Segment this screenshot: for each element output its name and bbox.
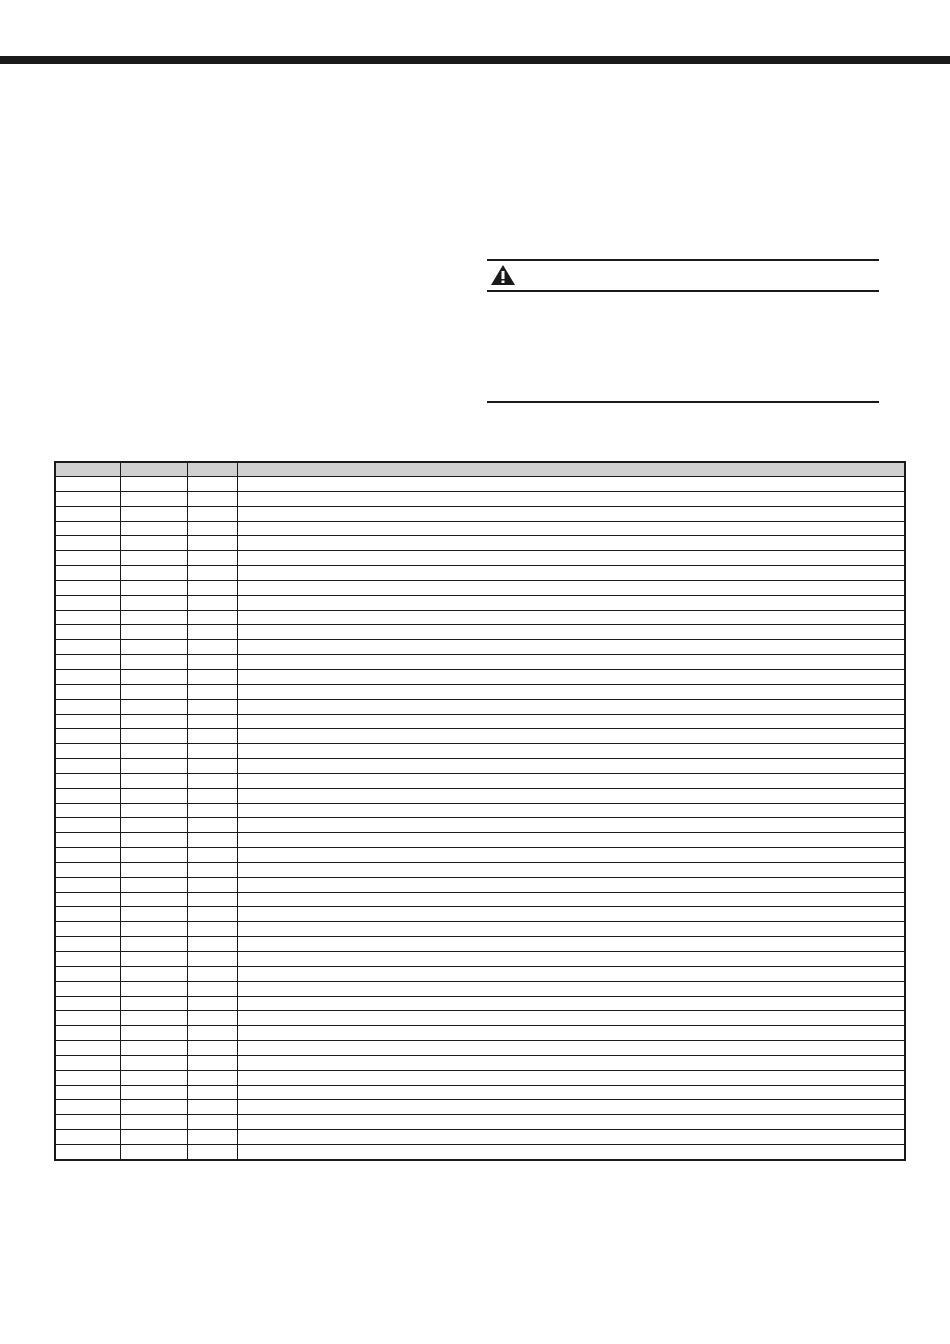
table-row	[55, 966, 905, 981]
table-cell	[55, 655, 120, 670]
table-row	[55, 655, 905, 670]
table-cell	[120, 818, 187, 833]
table-cell	[237, 1055, 905, 1070]
table-cell	[237, 937, 905, 952]
table-row	[55, 699, 905, 714]
table-cell	[187, 818, 237, 833]
parts-table	[54, 461, 906, 1161]
table-cell	[187, 684, 237, 699]
table-cell	[187, 655, 237, 670]
table-header-cell	[187, 462, 237, 477]
table-row	[55, 640, 905, 655]
table-cell	[120, 922, 187, 937]
table-cell	[120, 566, 187, 581]
table-cell	[187, 877, 237, 892]
table-row	[55, 1115, 905, 1130]
table-cell	[237, 818, 905, 833]
table-cell	[120, 862, 187, 877]
table-cell	[237, 922, 905, 937]
table-cell	[55, 981, 120, 996]
table-cell	[120, 1026, 187, 1041]
table-row	[55, 684, 905, 699]
table-cell	[237, 803, 905, 818]
table-cell	[187, 625, 237, 640]
table-cell	[55, 788, 120, 803]
table-cell	[55, 759, 120, 774]
table-cell	[187, 610, 237, 625]
table-cell	[55, 1130, 120, 1145]
table-cell	[187, 699, 237, 714]
table-row	[55, 892, 905, 907]
table-cell	[120, 788, 187, 803]
table-row	[55, 922, 905, 937]
table-cell	[55, 937, 120, 952]
table-cell	[120, 521, 187, 536]
warning-bottom-rule	[487, 401, 879, 403]
table-row	[55, 1130, 905, 1145]
table-cell	[120, 684, 187, 699]
table-cell	[187, 848, 237, 863]
table-row	[55, 818, 905, 833]
table-row	[55, 491, 905, 506]
table-cell	[187, 714, 237, 729]
table-row	[55, 1011, 905, 1026]
table-row	[55, 833, 905, 848]
table-cell	[187, 1011, 237, 1026]
table-cell	[187, 773, 237, 788]
header-rule	[0, 56, 950, 64]
table-cell	[187, 833, 237, 848]
table-cell	[120, 655, 187, 670]
table-row	[55, 907, 905, 922]
table-cell	[55, 536, 120, 551]
table-cell	[237, 1085, 905, 1100]
table-cell	[120, 506, 187, 521]
warning-top-rule	[487, 259, 879, 261]
table-row	[55, 1041, 905, 1056]
table-cell	[120, 833, 187, 848]
table-cell	[237, 1115, 905, 1130]
table-cell	[120, 477, 187, 492]
table-cell	[120, 714, 187, 729]
table-cell	[120, 952, 187, 967]
table-cell	[237, 1100, 905, 1115]
table-cell	[55, 729, 120, 744]
table-row	[55, 729, 905, 744]
table-cell	[55, 996, 120, 1011]
table-cell	[55, 566, 120, 581]
table-cell	[120, 803, 187, 818]
table-cell	[187, 922, 237, 937]
table-cell	[187, 892, 237, 907]
table-cell	[237, 536, 905, 551]
table-cell	[55, 744, 120, 759]
table-cell	[187, 1115, 237, 1130]
table-cell	[55, 610, 120, 625]
table-row	[55, 714, 905, 729]
table-cell	[55, 773, 120, 788]
table-cell	[187, 1026, 237, 1041]
table-cell	[55, 892, 120, 907]
table-header-row	[55, 462, 905, 477]
table-cell	[55, 491, 120, 506]
table-cell	[187, 640, 237, 655]
table-cell	[237, 1144, 905, 1159]
table-cell	[237, 907, 905, 922]
table-cell	[120, 551, 187, 566]
warning-title-rule	[487, 290, 879, 292]
table-row	[55, 1055, 905, 1070]
table-cell	[55, 699, 120, 714]
table-cell	[120, 669, 187, 684]
table-cell	[55, 1055, 120, 1070]
warning-box	[487, 259, 879, 405]
table-cell	[237, 759, 905, 774]
table-cell	[237, 952, 905, 967]
table-row	[55, 506, 905, 521]
table-header-cell	[55, 462, 120, 477]
table-row	[55, 744, 905, 759]
table-row	[55, 477, 905, 492]
table-cell	[55, 506, 120, 521]
table-cell	[55, 640, 120, 655]
table-row	[55, 625, 905, 640]
table-row	[55, 551, 905, 566]
table-cell	[120, 640, 187, 655]
table-cell	[237, 655, 905, 670]
table-cell	[187, 595, 237, 610]
table-cell	[187, 506, 237, 521]
table-cell	[120, 491, 187, 506]
table-cell	[55, 907, 120, 922]
table-cell	[237, 699, 905, 714]
table-cell	[55, 477, 120, 492]
table-cell	[237, 773, 905, 788]
table-cell	[120, 744, 187, 759]
table-cell	[237, 640, 905, 655]
table-header-cell	[120, 462, 187, 477]
table-cell	[120, 892, 187, 907]
table-cell	[187, 566, 237, 581]
table-cell	[120, 966, 187, 981]
table-cell	[187, 1070, 237, 1085]
table-cell	[187, 1100, 237, 1115]
table-cell	[55, 1115, 120, 1130]
table-cell	[187, 1055, 237, 1070]
table-cell	[55, 877, 120, 892]
table-cell	[237, 877, 905, 892]
table-cell	[120, 1115, 187, 1130]
table-row	[55, 952, 905, 967]
table-cell	[187, 788, 237, 803]
table-cell	[120, 1100, 187, 1115]
table-cell	[237, 714, 905, 729]
table-cell	[187, 966, 237, 981]
table-cell	[187, 862, 237, 877]
table-cell	[237, 477, 905, 492]
table-row	[55, 803, 905, 818]
table-cell	[55, 966, 120, 981]
table-cell	[237, 1070, 905, 1085]
table-row	[55, 595, 905, 610]
table-cell	[120, 1041, 187, 1056]
table-cell	[237, 506, 905, 521]
table-cell	[237, 566, 905, 581]
table-cell	[120, 773, 187, 788]
table-cell	[120, 996, 187, 1011]
table-cell	[120, 1011, 187, 1026]
table-row	[55, 996, 905, 1011]
table-cell	[120, 1055, 187, 1070]
table-cell	[187, 907, 237, 922]
table-cell	[187, 1041, 237, 1056]
table-row	[55, 788, 905, 803]
table-cell	[187, 1085, 237, 1100]
table-cell	[187, 996, 237, 1011]
table-row	[55, 566, 905, 581]
table-cell	[187, 981, 237, 996]
table-cell	[55, 1026, 120, 1041]
table-cell	[237, 862, 905, 877]
table-cell	[187, 477, 237, 492]
table-row	[55, 848, 905, 863]
table-row	[55, 877, 905, 892]
table-row	[55, 536, 905, 551]
table-cell	[237, 669, 905, 684]
table-cell	[237, 966, 905, 981]
table-cell	[237, 981, 905, 996]
table-cell	[187, 536, 237, 551]
table-cell	[187, 491, 237, 506]
table-cell	[187, 759, 237, 774]
table-header-cell	[237, 462, 905, 477]
table-cell	[55, 922, 120, 937]
table-cell	[187, 669, 237, 684]
table-cell	[55, 625, 120, 640]
table-cell	[237, 551, 905, 566]
table-row	[55, 937, 905, 952]
table-cell	[237, 1026, 905, 1041]
table-cell	[55, 952, 120, 967]
table-cell	[120, 1144, 187, 1159]
table-cell	[187, 952, 237, 967]
table-cell	[237, 491, 905, 506]
table-row	[55, 669, 905, 684]
table-cell	[120, 848, 187, 863]
table-cell	[55, 1100, 120, 1115]
table-body	[55, 477, 905, 1160]
table-cell	[237, 521, 905, 536]
table-cell	[55, 580, 120, 595]
table-cell	[237, 833, 905, 848]
table-cell	[120, 595, 187, 610]
table-cell	[187, 729, 237, 744]
table-cell	[237, 996, 905, 1011]
table-row	[55, 1085, 905, 1100]
table-row	[55, 610, 905, 625]
table-cell	[237, 625, 905, 640]
table-cell	[237, 1041, 905, 1056]
table-cell	[120, 877, 187, 892]
table-cell	[120, 907, 187, 922]
table-cell	[120, 610, 187, 625]
table-cell	[55, 684, 120, 699]
table-cell	[55, 803, 120, 818]
table-cell	[237, 848, 905, 863]
table-cell	[55, 862, 120, 877]
table-cell	[120, 981, 187, 996]
table-cell	[237, 580, 905, 595]
table-cell	[55, 595, 120, 610]
table-cell	[187, 1144, 237, 1159]
table-cell	[55, 848, 120, 863]
table-cell	[120, 937, 187, 952]
table-cell	[120, 625, 187, 640]
table-row	[55, 759, 905, 774]
table-row	[55, 773, 905, 788]
table-cell	[55, 1070, 120, 1085]
table-cell	[55, 1144, 120, 1159]
table-cell	[120, 1070, 187, 1085]
table-cell	[187, 803, 237, 818]
table-cell	[120, 759, 187, 774]
table-cell	[237, 1011, 905, 1026]
table-row	[55, 1100, 905, 1115]
table-cell	[55, 1041, 120, 1056]
table-row	[55, 862, 905, 877]
table-cell	[237, 610, 905, 625]
table-row	[55, 981, 905, 996]
table-cell	[55, 818, 120, 833]
table-cell	[55, 521, 120, 536]
table-row	[55, 1070, 905, 1085]
table-cell	[55, 833, 120, 848]
table-cell	[237, 595, 905, 610]
table-row	[55, 521, 905, 536]
table-cell	[120, 729, 187, 744]
table-cell	[120, 580, 187, 595]
table-cell	[237, 1130, 905, 1145]
table-cell	[237, 744, 905, 759]
table-row	[55, 1144, 905, 1159]
table-cell	[237, 788, 905, 803]
table-cell	[187, 580, 237, 595]
table-cell	[187, 551, 237, 566]
table-cell	[55, 669, 120, 684]
table-cell	[237, 892, 905, 907]
table-cell	[187, 744, 237, 759]
table-cell	[55, 1085, 120, 1100]
table-row	[55, 580, 905, 595]
table-cell	[120, 1085, 187, 1100]
table-cell	[237, 684, 905, 699]
warning-triangle-icon	[490, 264, 516, 286]
table-cell	[187, 1130, 237, 1145]
table-cell	[55, 714, 120, 729]
table-cell	[237, 729, 905, 744]
table-cell	[120, 536, 187, 551]
table-cell	[120, 1130, 187, 1145]
table-cell	[187, 521, 237, 536]
table-row	[55, 1026, 905, 1041]
table-cell	[55, 1011, 120, 1026]
table-cell	[187, 937, 237, 952]
table-cell	[55, 551, 120, 566]
table-cell	[120, 699, 187, 714]
